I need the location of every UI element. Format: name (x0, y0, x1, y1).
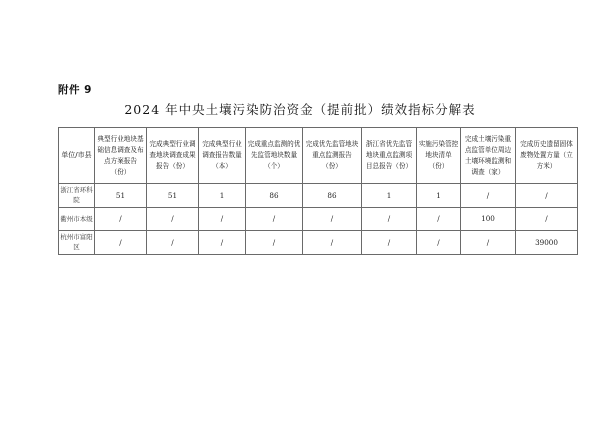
header-provincial-summary-report: 浙江省优先监管地块重点监测项目总报告（份） (362, 128, 417, 184)
table-cell: / (199, 207, 246, 231)
header-survey-results-report: 完成典型行业调查地块调查成果报告（份） (147, 128, 199, 184)
row-unit-name: 杭州市富阳区 (59, 231, 95, 255)
table-cell: / (516, 184, 578, 208)
table-row (59, 207, 578, 231)
table-cell: / (246, 207, 303, 231)
header-control-site-list: 实施污染管控地块清单（份） (417, 128, 461, 184)
header-site-survey-plan: 典型行业地块基础信息调查及布点方案报告（份） (95, 128, 147, 184)
table-cell: / (417, 207, 461, 231)
table-cell: 1 (199, 184, 246, 208)
table-cell: 100 (461, 207, 516, 231)
table-cell: / (417, 231, 461, 255)
indicator-table (58, 127, 578, 255)
header-priority-sites-monitored: 完成重点监测的优先监管地块数量（个） (246, 128, 303, 184)
table-row (59, 184, 578, 208)
table-cell: / (461, 184, 516, 208)
table-cell: / (303, 207, 362, 231)
header-industry-survey-report: 完成典型行业调查报告数量（本） (199, 128, 246, 184)
header-unit-county: 单位/市县 (59, 128, 95, 184)
table-cell: / (362, 207, 417, 231)
table-cell: / (461, 231, 516, 255)
table-cell: / (246, 231, 303, 255)
table-header-row (59, 128, 578, 184)
header-solid-waste-disposal: 完成历史遗留固体废物处置方量（立方米） (516, 128, 578, 184)
header-key-unit-monitoring: 完成土壤污染重点监管单位周边土壤环境监测和调查（家） (461, 128, 516, 184)
header-priority-monitoring-report: 完成优先监管地块重点监测报告（份） (303, 128, 362, 184)
table-cell: / (95, 231, 147, 255)
row-unit-name: 衢州市本级 (59, 207, 95, 231)
table-cell: / (147, 207, 199, 231)
table-cell: / (303, 231, 362, 255)
table-cell: 1 (362, 184, 417, 208)
page-title: 2024 年中央土壤污染防治资金（提前批）绩效指标分解表 (124, 102, 476, 117)
table-cell: 51 (95, 184, 147, 208)
table-cell: 86 (303, 184, 362, 208)
table-cell: 86 (246, 184, 303, 208)
table-cell: / (147, 231, 199, 255)
table-cell: / (95, 207, 147, 231)
table-cell: 51 (147, 184, 199, 208)
table-cell: / (516, 207, 578, 231)
table-cell: 39000 (516, 231, 578, 255)
row-unit-name: 浙江省环科院 (59, 184, 95, 208)
table-cell: / (199, 231, 246, 255)
attachment-label: 附件 9 (58, 84, 92, 96)
table-row (59, 231, 578, 255)
table-cell: 1 (417, 184, 461, 208)
table-cell: / (362, 231, 417, 255)
